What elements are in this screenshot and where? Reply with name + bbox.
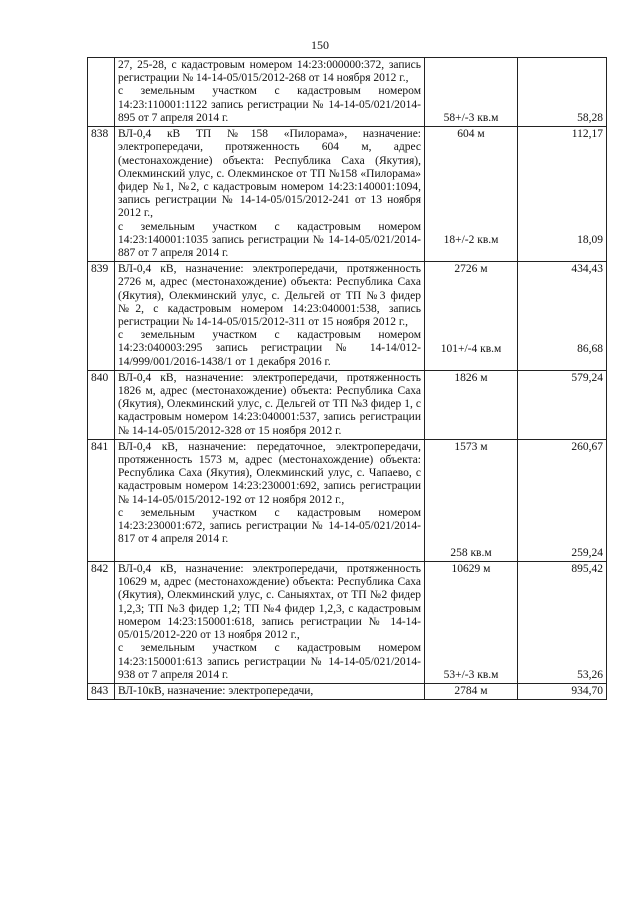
description-land-plot: с земельным участком с кадастровым номером 14:23:110001:1122 запись регистрации № 14-14-05/021/2014-895 от 7 апреля 2014 г. (118, 85, 421, 124)
description-object: ВЛ-0,4 кВ ТП №158 «Пилорама», назначение: электропередачи, протяженность 604 м, адрес (местонахождение) объекта: Республика Саха (Якутия), Олекминский улус, с. Олекминское от ТП №158 «Пилорама» фидер №1, №2, с кадастровым номером 14:23:140001:1094, запись регистрации № 14-14-05/015/2012-241 от 13 ноября 2012 г., (118, 128, 421, 220)
object-description (115, 439, 425, 561)
row-number: 843 (88, 684, 115, 700)
value-cell (518, 439, 607, 561)
value-land-plot: 259,24 (571, 546, 603, 559)
extent-object: 10629 м (451, 563, 491, 576)
row-number: 839 (88, 262, 115, 371)
extent-land-plot: 101+/-4 кв.м (440, 343, 502, 356)
value-land-plot: 86,68 (577, 343, 603, 356)
value-cell (518, 262, 607, 371)
value-object: 934,70 (571, 685, 603, 698)
table-row (88, 370, 607, 439)
table-row (88, 684, 607, 700)
page-number: 150 (311, 38, 329, 52)
value-object: 434,43 (571, 263, 603, 276)
extent-cell (425, 562, 518, 684)
value-cell (518, 58, 607, 127)
description-land-plot: с земельным участком с кадастровым номером 14:23:150001:613 запись регистрации № 14-14-05/021/2014-938 от 7 апреля 2014 г. (118, 642, 421, 681)
value-object (521, 59, 603, 112)
table-row (88, 262, 607, 371)
value-object: 579,24 (571, 371, 603, 384)
extent-cell (425, 262, 518, 371)
description-land-plot: с земельным участком с кадастровым номером 14:23:230001:672, запись регистрации № 14-14-05/021/2014-817 от 4 апреля 2014 г. (118, 506, 421, 546)
row-number (88, 58, 115, 127)
extent-cell (425, 439, 518, 561)
row-number: 841 (88, 439, 115, 561)
table-row (88, 439, 607, 561)
extent-object: 1573 м (454, 440, 488, 453)
extent-object: 604 м (457, 128, 485, 141)
description-object: ВЛ-0,4 кВ, назначение: электропередачи, протяженность 1826 м, адрес (местонахождение) объекта: Республика Саха (Якутия), Олекминский улус, с. Дельгей от ТП №3 фидер 1, с кадастровым номером 14:23:040001:537, запись регистрации № 14-14-05/015/2012-328 от 15 ноября 2012 г. (118, 371, 421, 437)
object-description (115, 58, 425, 127)
extent-land-plot: 18+/-2 кв.м (443, 234, 499, 247)
extent-land-plot: 58+/-3 кв.м (443, 112, 499, 124)
object-description (115, 562, 425, 684)
value-object: 895,42 (571, 563, 603, 576)
description-land-plot: с земельным участком с кадастровым номером 14:23:140001:1035 запись регистрации № 14-14-05/021/2014-887 от 7 апреля 2014 г. (118, 220, 421, 260)
table-row (88, 127, 607, 262)
value-land-plot: 53,26 (577, 669, 603, 682)
extent-land-plot: 53+/-3 кв.м (443, 669, 499, 682)
object-description (115, 370, 425, 439)
row-number: 842 (88, 562, 115, 684)
registry-table (87, 57, 607, 700)
object-description (115, 684, 425, 700)
value-land-plot: 18,09 (577, 234, 603, 247)
extent-cell (425, 127, 518, 262)
value-object: 112,17 (571, 128, 603, 141)
description-object: ВЛ-10кВ, назначение: электропередачи, (118, 685, 314, 698)
row-number: 840 (88, 370, 115, 439)
row-number: 838 (88, 127, 115, 262)
value-cell (518, 684, 607, 700)
value-cell (518, 127, 607, 262)
object-description (115, 262, 425, 371)
extent-cell (425, 370, 518, 439)
description-land-plot: с земельным участком с кадастровым номером 14:23:040003:295 запись регистрации № 14-14/012-14/999/001/2016-1438/1 от 1 декабря 2016 г. (118, 329, 421, 368)
description-object: 27, 25-28, с кадастровым номером 14:23:000000:372, запись регистрации № 14-14-05/015/2012-268 от 14 ноября 2012 г., (118, 59, 421, 85)
extent-object: 1826 м (454, 371, 488, 384)
extent-object (428, 59, 514, 112)
value-cell (518, 370, 607, 439)
description-object: ВЛ-0,4 кВ, назначение: электропередачи, протяженность 2726 м, адрес (местонахождение) объекта: Республика Саха (Якутия), Олекминский улус, с. Дельгей от ТП №3 фидер №2, с кадастровым номером 14:23:040001:538, запись регистрации № 14-14-05/015/2012-311 от 15 ноября 2012 г., (118, 263, 421, 329)
extent-cell (425, 58, 518, 127)
table-row (88, 562, 607, 684)
extent-object: 2726 м (454, 263, 488, 276)
extent-object: 2784 м (454, 685, 488, 698)
value-land-plot: 58,28 (577, 112, 603, 124)
value-cell (518, 562, 607, 684)
description-object: ВЛ-0,4 кВ, назначение: электропередачи, протяженность 10629 м, адрес (местонахождение) объекта: Республика Саха (Якутия), Олекминский улус, с. Саныяхтах, от ТП №2 фидер 1,2,3; ТП №3 фидер 1,2; ТП №4 фидер 1,2,3, с кадастровым номером 14:23:150001:618, запись регистрации № 14-14-05/015/2012-220 от 13 ноября 2012 г., (118, 563, 421, 642)
value-object: 260,67 (571, 440, 603, 453)
object-description (115, 127, 425, 262)
description-object: ВЛ-0,4 кВ, назначение: передаточное, электропередачи, протяженность 1573 м, адрес (местонахождение) объекта: Республика Саха (Якутия), Олекминский улус, с. Чапаево, с кадастровым номером 14:23:230001:692, запись регистрации № 14-14-05/015/2012-192 от 12 ноября 2012 г., (118, 440, 421, 506)
extent-cell (425, 684, 518, 700)
table-row (88, 58, 607, 127)
extent-land-plot: 258 кв.м (450, 546, 492, 559)
